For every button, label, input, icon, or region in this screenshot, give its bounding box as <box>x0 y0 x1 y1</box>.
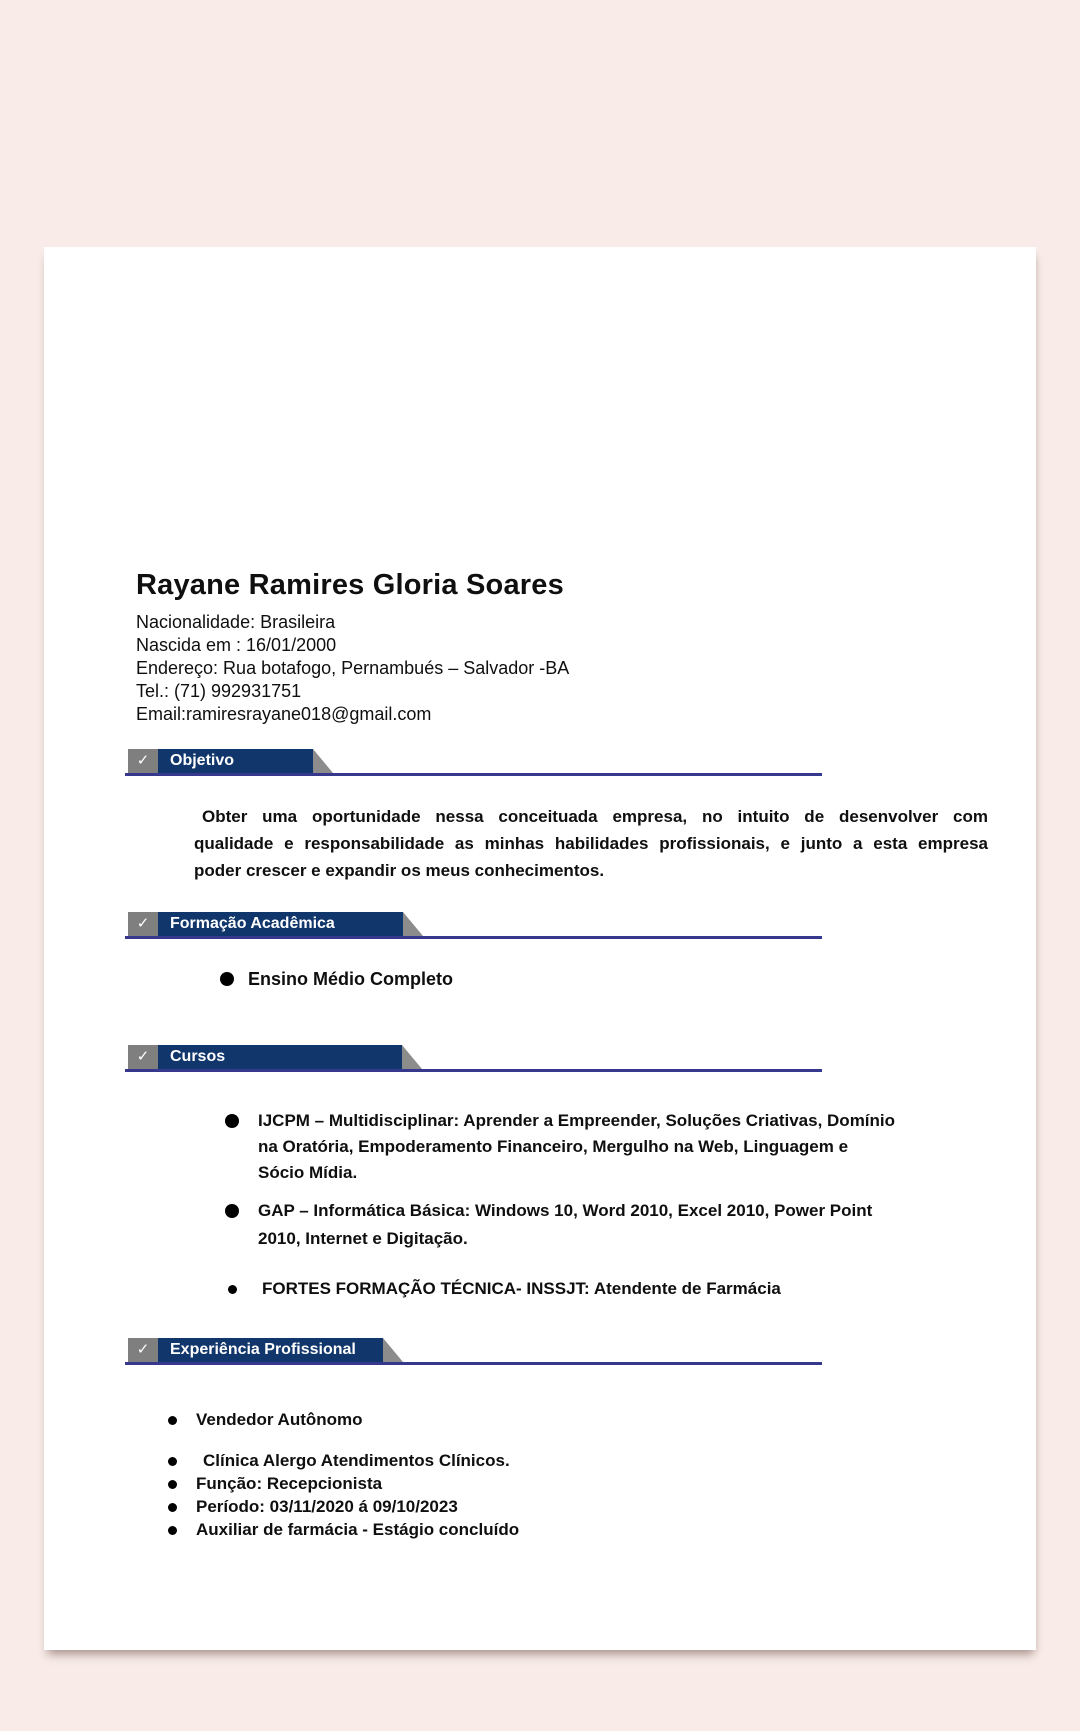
bullet-icon <box>225 1204 239 1218</box>
section-banner-experiencia-profissional <box>128 1338 403 1362</box>
resume-name: Rayane Ramires Gloria Soares <box>136 569 564 601</box>
resume-page <box>44 247 1036 1650</box>
list-item-line: GAP – Informática Básica: Windows 10, Word 2010, Excel 2010, Power Point <box>258 1201 873 1220</box>
section-rule <box>125 773 822 776</box>
banner-corner-icon <box>402 1045 422 1069</box>
list-item-clinica <box>168 1450 510 1472</box>
personal-info-address: Endereço: Rua botafogo, Pernambués – Salvador -BA <box>136 658 570 678</box>
list-item-vendedor <box>168 1409 363 1431</box>
bullet-icon <box>168 1457 177 1466</box>
list-item-auxiliar <box>168 1519 519 1541</box>
list-item-text: Função: Recepcionista <box>196 1474 383 1493</box>
bullet-icon <box>225 1114 239 1128</box>
section-banner-objetivo <box>128 749 333 773</box>
list-item-ensino-medio <box>220 968 453 990</box>
personal-info-birthdate: Nascida em : 16/01/2000 <box>136 635 337 655</box>
list-item-text: Vendedor Autônomo <box>196 1410 363 1429</box>
list-item-ijcpm <box>225 1108 895 1186</box>
list-item-text: Ensino Médio Completo <box>248 969 453 989</box>
checkmark-icon: ✓ <box>128 749 158 773</box>
banner-corner-icon <box>313 749 333 773</box>
paragraph-line: poder crescer e expandir os meus conhecimentos. <box>194 861 605 880</box>
checkmark-icon: ✓ <box>128 912 158 936</box>
list-item-funcao <box>168 1473 382 1495</box>
section-banner-formacao-academica <box>128 912 423 936</box>
section-rule <box>125 1069 822 1072</box>
banner-corner-icon <box>403 912 423 936</box>
list-item-line: Sócio Mídia. <box>258 1163 358 1182</box>
list-item-text: Auxiliar de farmácia - Estágio concluído <box>196 1520 520 1539</box>
bullet-icon <box>168 1526 177 1535</box>
section-title-experiencia-profissional: Experiência Profissional <box>158 1338 383 1362</box>
banner-corner-icon <box>383 1338 403 1362</box>
section-title-cursos: Cursos <box>158 1045 402 1069</box>
list-item-fortes <box>228 1278 781 1300</box>
section-banner-cursos <box>128 1045 422 1069</box>
list-item-line: IJCPM – Multidisciplinar: Aprender a Empreender, Soluções Criativas, Domínio <box>258 1111 896 1130</box>
personal-info-nationality: Nacionalidade: Brasileira <box>136 612 336 632</box>
section-rule <box>125 1362 822 1365</box>
list-item-text: Período: 03/11/2020 á 09/10/2023 <box>196 1497 458 1516</box>
list-item-text: Clínica Alergo Atendimentos Clínicos. <box>203 1451 510 1470</box>
bullet-icon <box>168 1480 177 1489</box>
list-item-periodo <box>168 1496 458 1518</box>
paragraph-line: qualidade e responsabilidade as minhas habilidades profissionais, e junto a esta empresa <box>194 834 988 853</box>
checkmark-icon: ✓ <box>128 1338 158 1362</box>
checkmark-icon: ✓ <box>128 1045 158 1069</box>
personal-info-phone: Tel.: (71) 992931751 <box>136 681 302 701</box>
paragraph-line: Obter uma oportunidade nessa conceituada empresa, no intuito de desenvolver com <box>202 807 988 826</box>
bullet-icon <box>228 1285 237 1294</box>
section-title-objetivo: Objetivo <box>158 749 313 773</box>
list-item-gap <box>225 1197 872 1253</box>
bullet-icon <box>220 972 234 986</box>
bullet-icon <box>168 1416 177 1425</box>
list-item-line: 2010, Internet e Digitação. <box>258 1229 468 1248</box>
section-title-formacao-academica: Formação Acadêmica <box>158 912 403 936</box>
section-rule <box>125 936 822 939</box>
personal-info-block <box>136 611 569 726</box>
personal-info-email: Email:ramiresrayane018@gmail.com <box>136 704 432 724</box>
bullet-icon <box>168 1503 177 1512</box>
objective-paragraph <box>194 803 988 884</box>
list-item-text: FORTES FORMAÇÃO TÉCNICA- INSSJT: Atendente de Farmácia <box>262 1279 781 1298</box>
list-item-line: na Oratória, Empoderamento Financeiro, Mergulho na Web, Linguagem e <box>258 1137 849 1156</box>
